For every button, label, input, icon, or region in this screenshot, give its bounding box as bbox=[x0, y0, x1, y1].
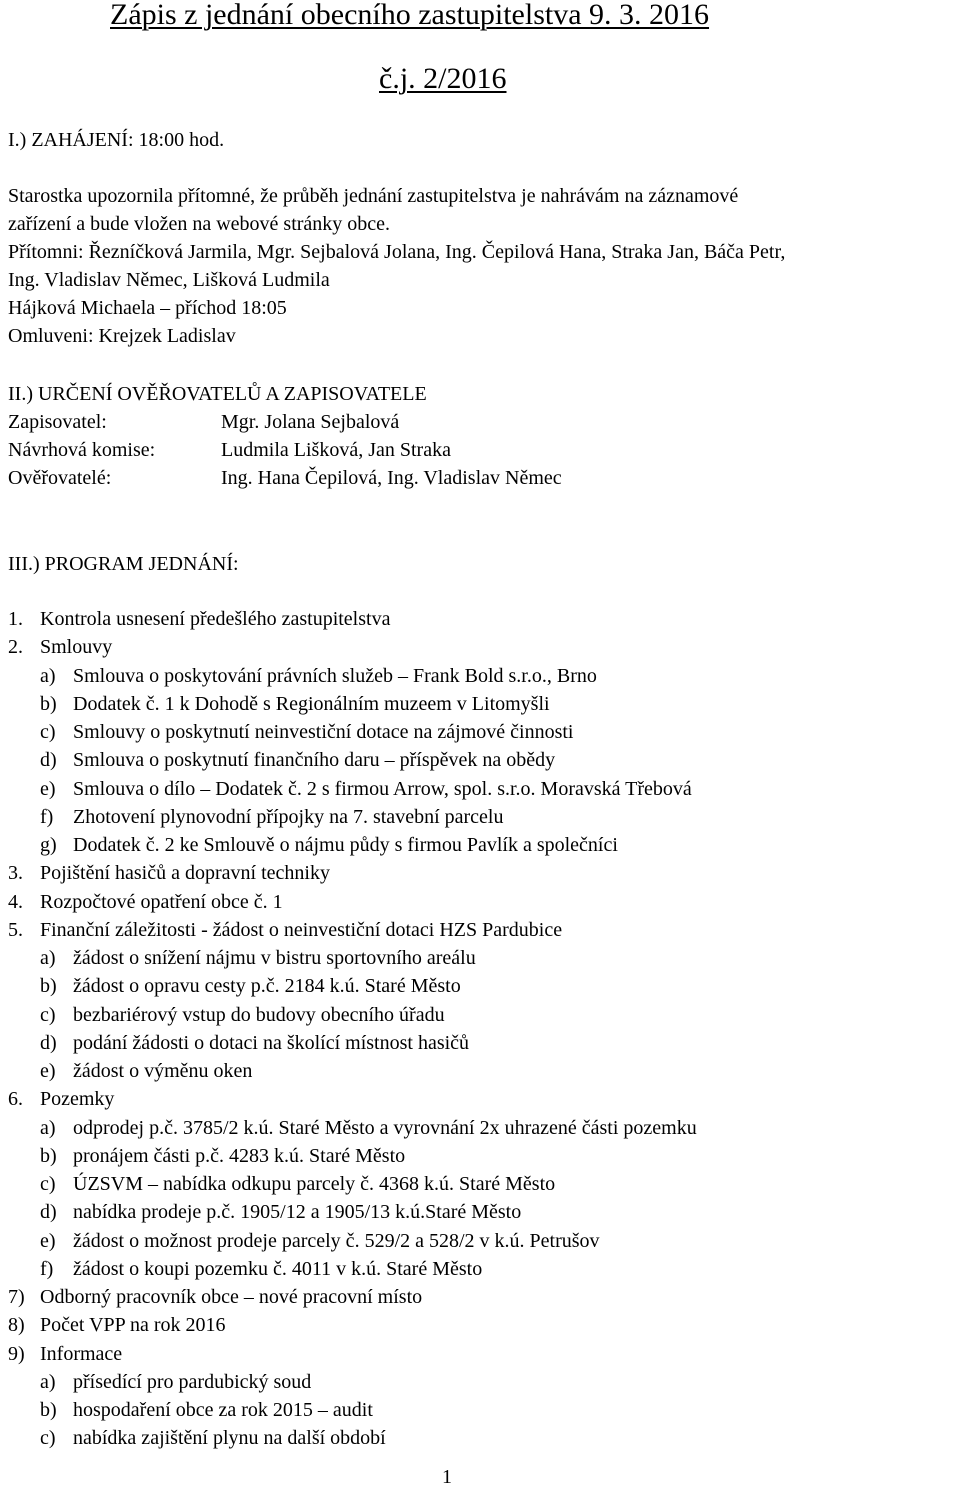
item-text: bezbariérový vstup do budovy obecního úřadu bbox=[73, 1004, 445, 1026]
item-marker: 8) bbox=[8, 1314, 25, 1336]
item-marker: c) bbox=[40, 1427, 56, 1449]
item-marker: f) bbox=[40, 806, 54, 828]
document-title: Zápis z jednání obecního zastupitelstva 9. 3. 2016 bbox=[110, 0, 710, 31]
item-text: Smlouva o poskytování právních služeb – Frank Bold s.r.o., Brno bbox=[73, 665, 597, 687]
attendees-present-cont: Ing. Vladislav Němec, Lišková Ludmila bbox=[8, 269, 330, 291]
reference-number: č.j. 2/2016 bbox=[379, 62, 507, 95]
item-marker: a) bbox=[40, 1117, 56, 1139]
intro-line: zařízení a bude vložen na webové stránky obce. bbox=[8, 213, 391, 235]
item-marker: 6. bbox=[8, 1088, 23, 1110]
item-text: Odborný pracovník obce – nové pracovní místo bbox=[40, 1286, 423, 1308]
item-marker: c) bbox=[40, 1173, 56, 1195]
item-text: Smlouvy bbox=[40, 636, 113, 658]
item-marker: 9) bbox=[8, 1343, 25, 1365]
section-heading: II.) URČENÍ OVĚŘOVATELŮ A ZAPISOVATELE bbox=[8, 383, 427, 405]
page-number: 1 bbox=[442, 1466, 452, 1488]
late-arrival: Hájková Michaela – příchod 18:05 bbox=[8, 297, 287, 319]
item-text: nabídka zajištění plynu na další období bbox=[73, 1427, 386, 1449]
item-text: podání žádosti o dotaci na školící místnost hasičů bbox=[73, 1032, 470, 1054]
item-text: Smlouva o poskytnutí finančního daru – příspěvek na obědy bbox=[73, 749, 556, 771]
item-text: Smlouvy o poskytnutí neinvestiční dotace na zájmové činnosti bbox=[73, 721, 574, 743]
role-value: Ludmila Lišková, Jan Straka bbox=[221, 439, 451, 461]
item-marker: a) bbox=[40, 947, 56, 969]
intro-line: Starostka upozornila přítomné, že průběh jednání zastupitelstva je nahrávám na záznamové bbox=[8, 185, 739, 207]
item-text: Počet VPP na rok 2016 bbox=[40, 1314, 226, 1336]
item-marker: e) bbox=[40, 1060, 56, 1082]
item-marker: a) bbox=[40, 665, 56, 687]
item-marker: b) bbox=[40, 975, 57, 997]
item-text: odprodej p.č. 3785/2 k.ú. Staré Město a vyrovnání 2x uhrazené části pozemku bbox=[73, 1117, 697, 1139]
item-text: Rozpočtové opatření obce č. 1 bbox=[40, 891, 283, 913]
item-marker: f) bbox=[40, 1258, 54, 1280]
item-text: Zhotovení plynovodní přípojky na 7. stavební parcelu bbox=[73, 806, 504, 828]
item-marker: 1. bbox=[8, 608, 23, 630]
item-text: Informace bbox=[40, 1343, 123, 1365]
item-text: Dodatek č. 2 ke Smlouvě o nájmu půdy s firmou Pavlík a společníci bbox=[73, 834, 618, 856]
item-text: pronájem části p.č. 4283 k.ú. Staré Město bbox=[73, 1145, 406, 1167]
item-marker: b) bbox=[40, 1399, 57, 1421]
item-text: Pojištění hasičů a dopravní techniky bbox=[40, 862, 330, 884]
item-marker: d) bbox=[40, 749, 57, 771]
item-marker: 5. bbox=[8, 919, 23, 941]
item-text: nabídka prodeje p.č. 1905/12 a 1905/13 k.ú.Staré Město bbox=[73, 1201, 522, 1223]
section-heading: III.) PROGRAM JEDNÁNÍ: bbox=[8, 553, 239, 575]
item-marker: c) bbox=[40, 721, 56, 743]
item-marker: 4. bbox=[8, 891, 23, 913]
item-text: ÚZSVM – nabídka odkupu parcely č. 4368 k.ú. Staré Město bbox=[73, 1173, 556, 1195]
item-marker: b) bbox=[40, 1145, 57, 1167]
item-text: přísedící pro pardubický soud bbox=[73, 1371, 312, 1393]
role-label: Návrhová komise: bbox=[8, 439, 156, 461]
item-marker: 3. bbox=[8, 862, 23, 884]
item-text: Kontrola usnesení předešlého zastupitelstva bbox=[40, 608, 391, 630]
item-marker: e) bbox=[40, 1230, 56, 1252]
item-marker: g) bbox=[40, 834, 57, 856]
item-text: žádost o výměnu oken bbox=[73, 1060, 253, 1082]
item-text: Pozemky bbox=[40, 1088, 115, 1110]
item-marker: c) bbox=[40, 1004, 56, 1026]
item-marker: a) bbox=[40, 1371, 56, 1393]
item-text: žádost o opravu cesty p.č. 2184 k.ú. Staré Město bbox=[73, 975, 461, 997]
role-value: Ing. Hana Čepilová, Ing. Vladislav Němec bbox=[221, 467, 562, 489]
item-marker: 7) bbox=[8, 1286, 25, 1308]
item-text: Dodatek č. 1 k Dohodě s Regionálním muzeem v Litomyšli bbox=[73, 693, 550, 715]
item-marker: 2. bbox=[8, 636, 23, 658]
role-label: Ověřovatelé: bbox=[8, 467, 112, 489]
item-text: Finanční záležitosti - žádost o neinvestiční dotaci HZS Pardubice bbox=[40, 919, 563, 941]
item-text: žádost o koupi pozemku č. 4011 v k.ú. Staré Město bbox=[73, 1258, 483, 1280]
item-marker: d) bbox=[40, 1032, 57, 1054]
excused: Omluveni: Krejzek Ladislav bbox=[8, 325, 236, 347]
role-label: Zapisovatel: bbox=[8, 411, 107, 433]
attendees-present: Přítomni: Řezníčková Jarmila, Mgr. Sejbalová Jolana, Ing. Čepilová Hana, Straka Jan, Báča Petr, bbox=[8, 241, 786, 263]
opening-line: I.) ZAHÁJENÍ: 18:00 hod. bbox=[8, 129, 225, 151]
item-text: Smlouva o dílo – Dodatek č. 2 s firmou Arrow, spol. s.r.o. Moravská Třebová bbox=[73, 778, 692, 800]
role-value: Mgr. Jolana Sejbalová bbox=[221, 411, 400, 433]
item-text: hospodaření obce za rok 2015 – audit bbox=[73, 1399, 373, 1421]
item-marker: b) bbox=[40, 693, 57, 715]
item-text: žádost o možnost prodeje parcely č. 529/2 a 528/2 v k.ú. Petrušov bbox=[73, 1230, 600, 1252]
item-text: žádost o snížení nájmu v bistru sportovního areálu bbox=[73, 947, 476, 969]
item-marker: e) bbox=[40, 778, 56, 800]
item-marker: d) bbox=[40, 1201, 57, 1223]
